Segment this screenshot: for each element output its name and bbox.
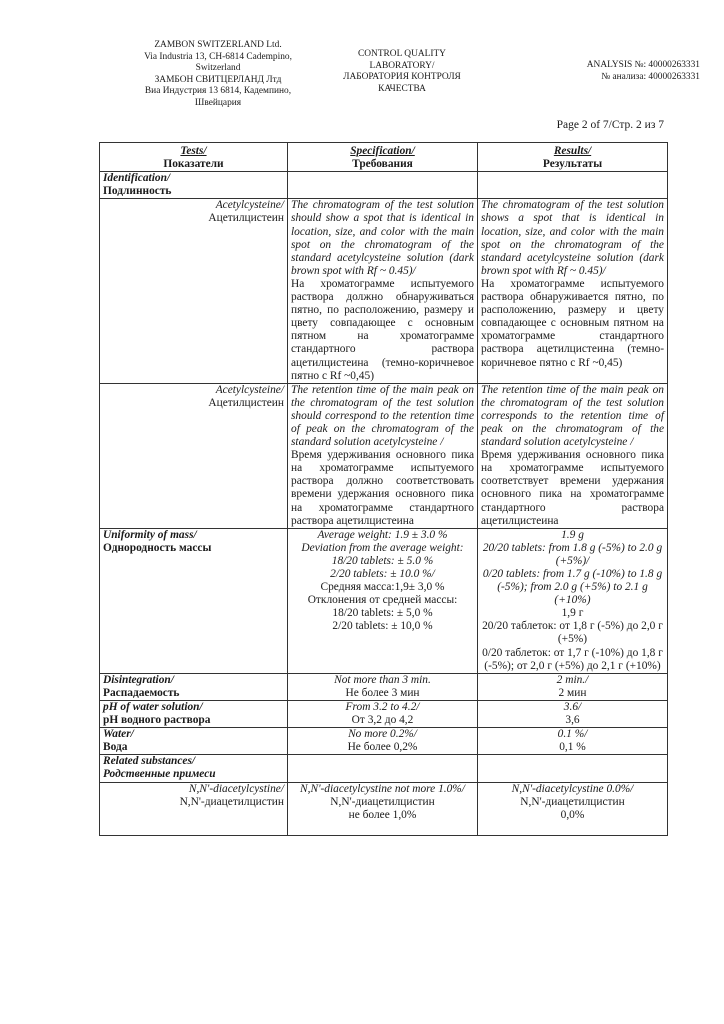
- laboratory-block: [322, 49, 482, 95]
- disintegration-row: [100, 673, 668, 700]
- test-name: Water/ Вода: [100, 728, 288, 755]
- table-header-row: [100, 143, 668, 172]
- result-cell: The retention time of the main peak on the chromatogram of the test solution corresponds to the retention time of peak on the chromatogram of the standard solution acetylcysteine / Время удерживания основного пика на хроматограмме испытуемого соответствует времени удержания основного пика на хроматограмме стандартного раствора ацетилцистеина: [478, 383, 668, 528]
- ph-row: [100, 700, 668, 727]
- specification-cell: No more 0.2%/ Не более 0,2%: [288, 728, 478, 755]
- uniformity-title: Uniformity of mass/ Однородность массы: [100, 528, 288, 673]
- analysis-number-ru: № анализа: 40000263331: [601, 71, 700, 82]
- table-row: [100, 199, 668, 383]
- company-address-block: [118, 40, 318, 110]
- identification-title: Identification/ Подлинность: [100, 172, 288, 199]
- test-name: Acetylcysteine/ Ацетилцистеин: [100, 199, 288, 383]
- lab-line-1: CONTROL QUALITY: [358, 49, 446, 59]
- test-name: Acetylcysteine/ Ацетилцистеин: [100, 383, 288, 528]
- specification-cell: N,N'-diacetylcystine not more 1.0%/ N,N'-диацетилцистин не более 1,0%: [288, 782, 478, 835]
- result-cell: 1.9 g 20/20 tablets: from 1.8 g (-5%) to 2.0 g (+5%)/ 0/20 tablets: from 1.7 g (-10%) to 1.8 g (-5%); from 2.0 g (+5%) to 2.1 g (+10%) 1,9 г 20/20 таблеток: от 1,8 г (-5%) до 2,0 г (+5%) 0/20 таблеток: от 1,7 г (-10%) до 1,8 г (-5%); от 2,0 г (+5%) до 2,1 г (+10%): [478, 528, 668, 673]
- test-name: Disintegration/ Распадаемость: [100, 673, 288, 700]
- company-country-ru: Швейцария: [194, 97, 242, 108]
- test-name: N,N'-diacetylcystine/ N,N'-диацетилцистин: [100, 782, 288, 835]
- page-number: Page 2 of 7/Стр. 2 из 7: [556, 119, 664, 131]
- col-header-specification: Specification/ Требования: [288, 143, 478, 172]
- specification-cell: The retention time of the main peak on the chromatogram of the test solution should correspond to the retention time of peak on the chromatogram of the standard solution acetylcysteine / Время удерживания основного пика на хроматограмме испытуемого раствора должно соответствовать времени удержания основного пика на хроматограмме стандартного раствора ацетилцистеина: [288, 383, 478, 528]
- col-header-tests: Tests/ Показатели: [100, 143, 288, 172]
- table-row: [100, 782, 668, 835]
- result-cell: 2 min./ 2 мин: [478, 673, 668, 700]
- company-name-en: ZAMBON SWITZERLAND Ltd.: [154, 40, 282, 50]
- result-cell: N,N'-diacetylcystine 0.0%/ N,N'-диацетилцистин 0,0%: [478, 782, 668, 835]
- company-name-ru: ЗАМБОН СВИТЦЕРЛАНД Лтд: [154, 74, 282, 85]
- result-cell: 0.1 %/ 0,1 %: [478, 728, 668, 755]
- water-row: [100, 728, 668, 755]
- identification-title-row: [100, 172, 668, 199]
- result-cell: 3.6/ 3,6: [478, 700, 668, 727]
- analysis-number-block: [490, 60, 700, 83]
- company-country-en: Switzerland: [195, 63, 241, 74]
- analysis-number-en: ANALYSIS №: 40000263331: [586, 60, 700, 70]
- table-row: [100, 383, 668, 528]
- related-title-row: [100, 755, 668, 782]
- specification-cell: The chromatogram of the test solution should show a spot that is identical in location, size, and color with the main spot on the chromatogram of the standard acetylcysteine solution (dark brown spot with Rf ~ 0.45)/ На хроматограмме испытуемого раствора должно обнаруживаться пятно, по расположению, размеру и цвету совпадающее с основным пятном на хроматограмме стандартного раствора ацетилцистеина (темно-коричневое пятно с Rf ~0,45): [288, 199, 478, 383]
- specification-cell: Not more than 3 min. Не более 3 мин: [288, 673, 478, 700]
- result-cell: The chromatogram of the test solution shows a spot that is identical in location, size, and color with the main spot on the chromatogram of the standard acetylcysteine solution (dark brown spot with Rf ~ 0.45)/ На хроматограмме испытуемого раствора обнаруживается пятно, по расположению, размеру и цвету совпадающее с основным пятном на хроматограмме стандартного раствора ацетилцистеина (темно-коричневое пятно с Rf ~0,45): [478, 199, 668, 383]
- specification-cell: Average weight: 1.9 ± 3.0 % Deviation from the average weight: 18/20 tablets: ± 5.0 % 2/20 tablets: ± 10.0 %/ Средняя масса:1,9± 3,0 % Отклонения от средней массы: 18/20 tablets: ± 5,0 % 2/20 tablets: ± 10,0 %: [288, 528, 478, 673]
- col-header-results: Results/ Результаты: [478, 143, 668, 172]
- lab-line-3: ЛАБОРАТОРИЯ КОНТРОЛЯ: [343, 72, 461, 83]
- company-street-en: Via Industria 13, CH-6814 Cadempino,: [144, 51, 292, 62]
- uniformity-row: [100, 528, 668, 673]
- company-street-ru: Виа Индустрия 13 6814, Кадемпино,: [144, 86, 292, 97]
- test-name: pH of water solution/ pH водного раствора: [100, 700, 288, 727]
- related-title: Related substances/ Родственные примеси: [100, 755, 288, 782]
- analysis-table: [99, 142, 668, 836]
- lab-line-2: LABORATORY/: [369, 60, 435, 71]
- lab-line-4: КАЧЕСТВА: [378, 83, 426, 94]
- specification-cell: From 3.2 to 4.2/ От 3,2 до 4,2: [288, 700, 478, 727]
